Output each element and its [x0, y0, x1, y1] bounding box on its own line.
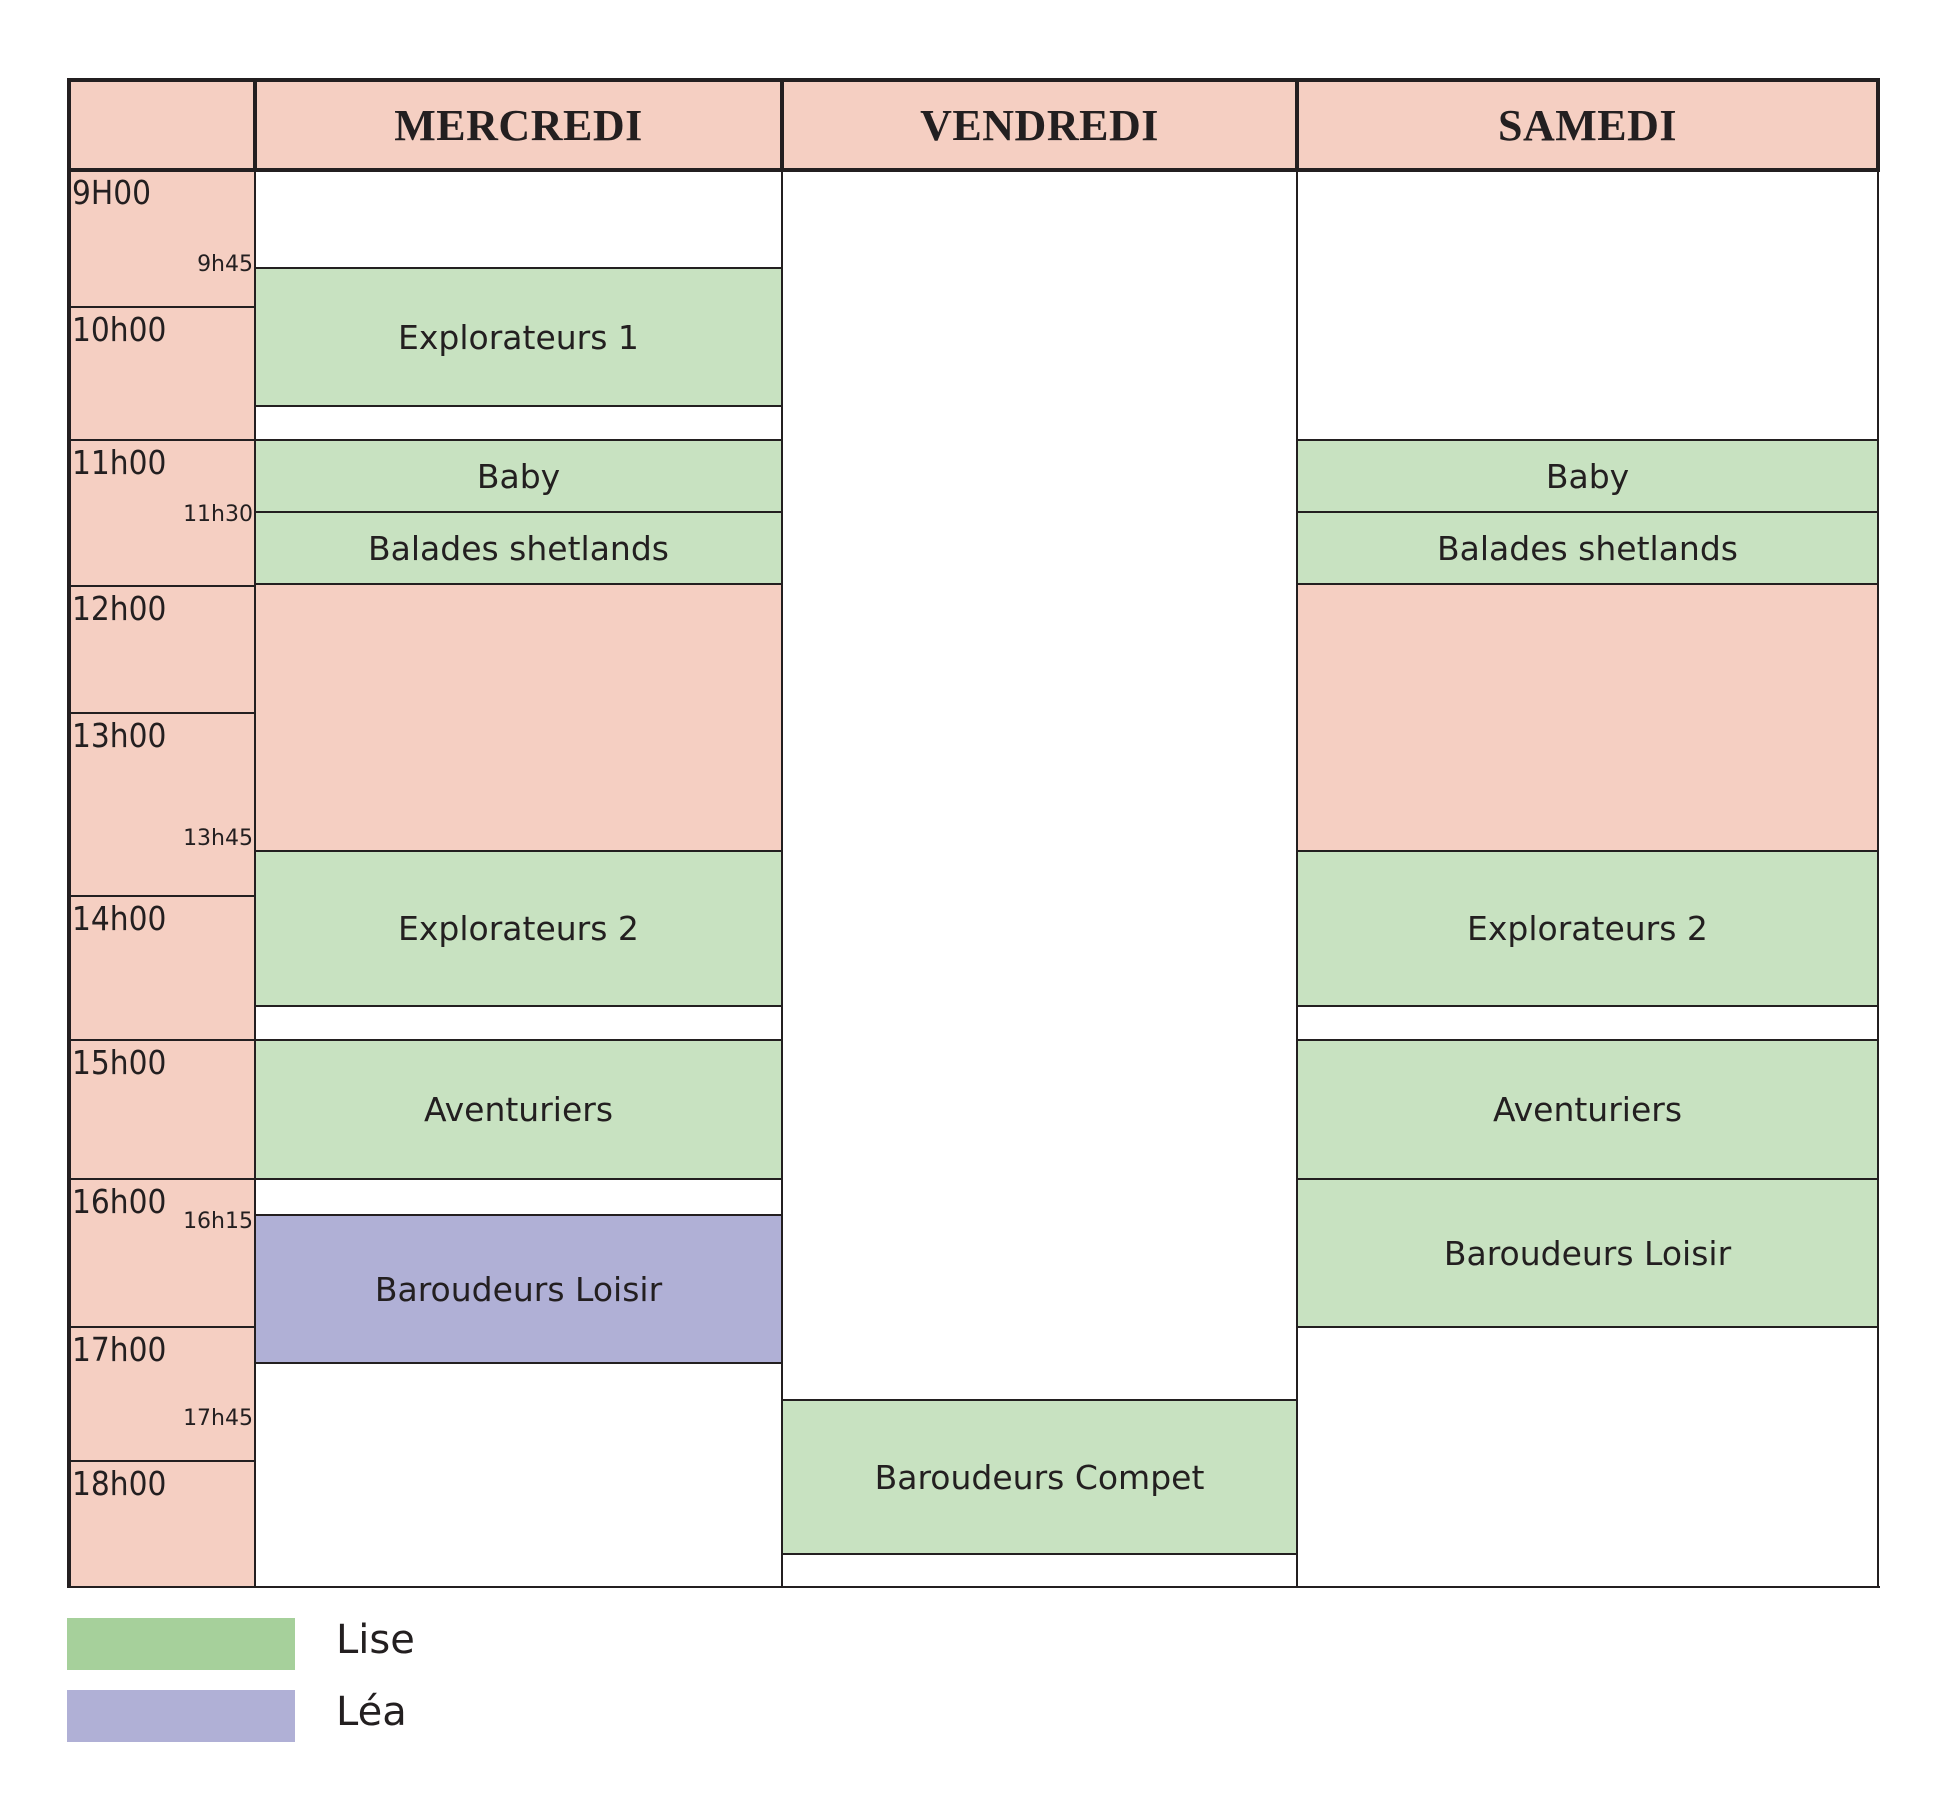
samedi-baby: Baby: [1297, 439, 1878, 513]
mercredi-baby: Baby: [255, 439, 782, 513]
samedi-baroudeurs-loisir: Baroudeurs Loisir: [1297, 1178, 1878, 1328]
table-top-border: [67, 78, 1880, 82]
header-mercredi: MERCREDI: [255, 80, 782, 170]
mercredi-explorateurs-2: Explorateurs 2: [255, 850, 782, 1007]
minute-label: 16h15: [183, 1209, 253, 1234]
time-divider: [69, 895, 255, 897]
hour-label: 18h00: [72, 1464, 167, 1503]
legend-label-lise: Lise: [336, 1617, 415, 1663]
hour-label: 11h00: [72, 443, 167, 482]
hour-label: 10h00: [72, 310, 167, 349]
hour-label: 16h00: [72, 1182, 167, 1221]
samedi-balades-shetlands: Balades shetlands: [1297, 511, 1878, 585]
hour-label: 9H00: [72, 173, 151, 212]
header-vendredi: VENDREDI: [782, 80, 1297, 170]
time-divider: [69, 712, 255, 714]
mercredi-right-border: [780, 78, 784, 170]
mercredi-right-border: [781, 170, 783, 1588]
header-samedi: SAMEDI: [1297, 80, 1878, 170]
time-divider: [69, 1460, 255, 1462]
mercredi-lunch-break: [255, 583, 782, 852]
minute-label: 13h45: [183, 826, 253, 851]
table-bottom-border: [67, 1586, 1880, 1588]
mercredi-baroudeurs-loisir: Baroudeurs Loisir: [255, 1214, 782, 1364]
legend-swatch-lea: [67, 1690, 295, 1742]
time-divider: [69, 1039, 255, 1041]
legend-swatch-lise: [67, 1618, 295, 1670]
mercredi-balades-shetlands: Balades shetlands: [255, 511, 782, 585]
mercredi-aventuriers: Aventuriers: [255, 1039, 782, 1180]
time-divider: [69, 439, 255, 441]
time-divider: [69, 1326, 255, 1328]
header-corner: [69, 80, 255, 170]
hour-label: 13h00: [72, 716, 167, 755]
hour-label: 17h00: [72, 1330, 167, 1369]
samedi-explorateurs-2: Explorateurs 2: [1297, 850, 1878, 1007]
time-divider: [69, 306, 255, 308]
samedi-aventuriers: Aventuriers: [1297, 1039, 1878, 1180]
samedi-lunch-break: [1297, 583, 1878, 852]
time-column-border: [254, 170, 256, 1588]
header-bottom-border: [67, 168, 1880, 172]
table-right-border: [1876, 78, 1880, 170]
time-column-border: [253, 78, 257, 170]
time-divider: [69, 585, 255, 587]
vendredi-right-border: [1296, 170, 1298, 1588]
table-left-border: [67, 78, 71, 1588]
time-divider: [69, 1178, 255, 1180]
minute-label: 17h45: [183, 1406, 253, 1431]
time-column: [69, 170, 255, 1588]
hour-label: 15h00: [72, 1043, 167, 1082]
legend-label-lea: Léa: [336, 1689, 407, 1735]
hour-label: 14h00: [72, 899, 167, 938]
minute-label: 11h30: [183, 502, 253, 527]
hour-label: 12h00: [72, 589, 167, 628]
vendredi-right-border: [1295, 78, 1299, 170]
mercredi-explorateurs-1: Explorateurs 1: [255, 267, 782, 407]
vendredi-baroudeurs-compet: Baroudeurs Compet: [782, 1399, 1297, 1555]
table-right-border: [1877, 170, 1879, 1588]
minute-label: 9h45: [197, 252, 253, 277]
